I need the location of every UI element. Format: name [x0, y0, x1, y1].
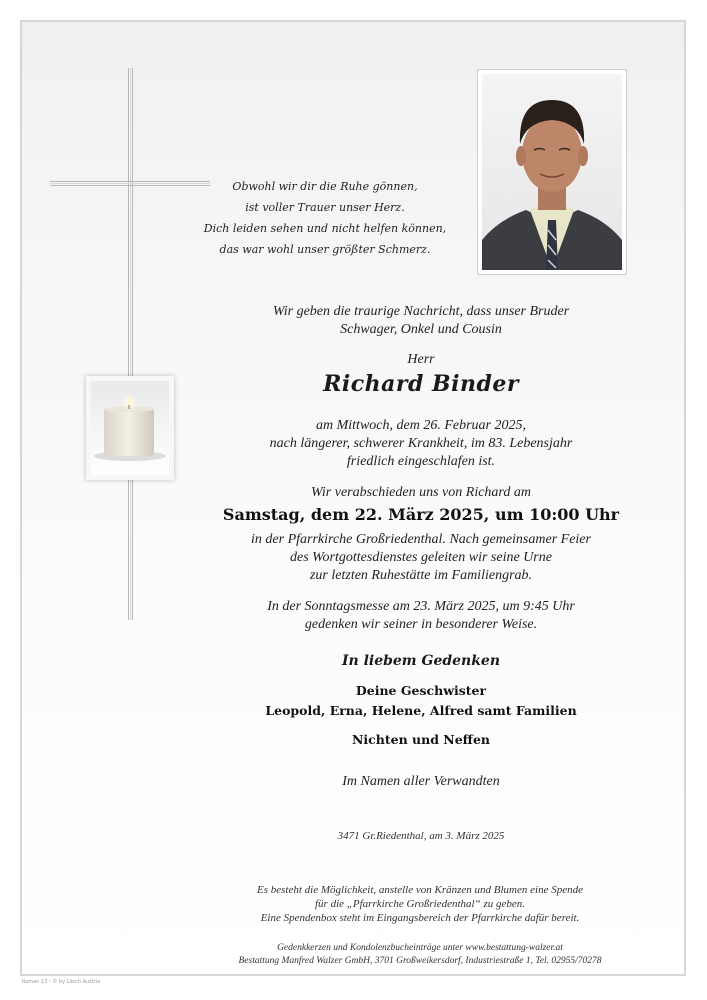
funeral-line: in der Pfarrkirche Großriedenthal. Nach gemeinsamer Feier	[251, 532, 591, 547]
death-line: friedlich eingeschlafen ist.	[346, 454, 496, 469]
funeral-line: zur letzten Ruhestätte im Familiengrab.	[309, 568, 533, 583]
funeral-date: Samstag, dem 22. März 2025, um 10:00 Uhr	[222, 505, 620, 524]
donation-notice	[200, 883, 640, 925]
donation-line: Es besteht die Möglichkeit, anstelle von Kränzen und Blumen eine Spende	[257, 884, 583, 896]
donation-line: für die „Pfarrkirche Großriedenthal“ zu geben.	[315, 898, 525, 910]
salutation: Herr	[407, 352, 435, 367]
portrait-photo	[477, 69, 627, 275]
funeral-details	[216, 531, 626, 585]
person-portrait-icon	[478, 70, 626, 274]
farewell-intro: Wir verabschieden uns von Richard am	[311, 485, 531, 500]
intro-line: Wir geben die traurige Nachricht, dass unser Bruder	[272, 304, 570, 319]
intro-line: Schwager, Onkel und Cousin	[340, 322, 502, 337]
donation-line: Eine Spendenbox steht im Eingangsbereich der Pfarrkirche dafür bereit.	[260, 912, 580, 924]
nieces-nephews: Nichten und Neffen	[352, 732, 490, 747]
announcement-intro	[216, 303, 626, 339]
relatives-line: Im Namen aller Verwandten	[342, 774, 500, 789]
death-notice	[216, 417, 626, 471]
mass-line: gedenken wir seiner in besonderer Weise.	[304, 617, 538, 632]
funeral-line: des Wortgottesdienstes geleiten wir seine Urne	[290, 550, 552, 565]
death-line: nach längerer, schwerer Krankheit, im 83. Lebensjahr	[269, 436, 573, 451]
siblings-names: Leopold, Erna, Helene, Alfred samt Familien	[265, 703, 577, 718]
siblings-block	[216, 681, 626, 721]
death-line: am Mittwoch, dem 26. Februar 2025,	[316, 418, 526, 433]
footer-line: Gedenkkerzen und Kondolenzbucheinträge unter www.bestattung-walzer.at	[277, 943, 563, 953]
poem-line: ist voller Trauer unser Herz.	[245, 201, 405, 214]
candle-image	[86, 376, 174, 480]
poem-line: Obwohl wir dir die Ruhe gönnen,	[232, 180, 418, 193]
cross-horizontal-bar	[50, 181, 210, 187]
mass-line: In der Sonntagsmesse am 23. März 2025, um 9:45 Uhr	[267, 599, 575, 614]
poem-line: Dich leiden sehen und nicht helfen können,	[203, 222, 447, 235]
memorial-mass	[216, 598, 626, 634]
memorial-poem	[200, 176, 450, 260]
footer-line: Bestattung Manfred Walzer GmbH, 3701 Großweikersdorf, Industriestraße 1, Tel. 02955/70278	[238, 956, 602, 966]
funeral-home-footer	[200, 942, 640, 968]
siblings-title: Deine Geschwister	[355, 683, 487, 698]
remembrance-heading: In liebem Gedenken	[341, 653, 501, 669]
template-credit: Roman 13 - © by Lösch Austria	[22, 979, 101, 985]
deceased-name: Richard Binder	[323, 371, 519, 397]
cross-vertical-bar	[128, 68, 134, 620]
poem-line: das war wohl unser größter Schmerz.	[219, 243, 431, 256]
candle-icon	[86, 376, 174, 480]
place-date: 3471 Gr.Riedenthal, am 3. März 2025	[337, 830, 505, 842]
